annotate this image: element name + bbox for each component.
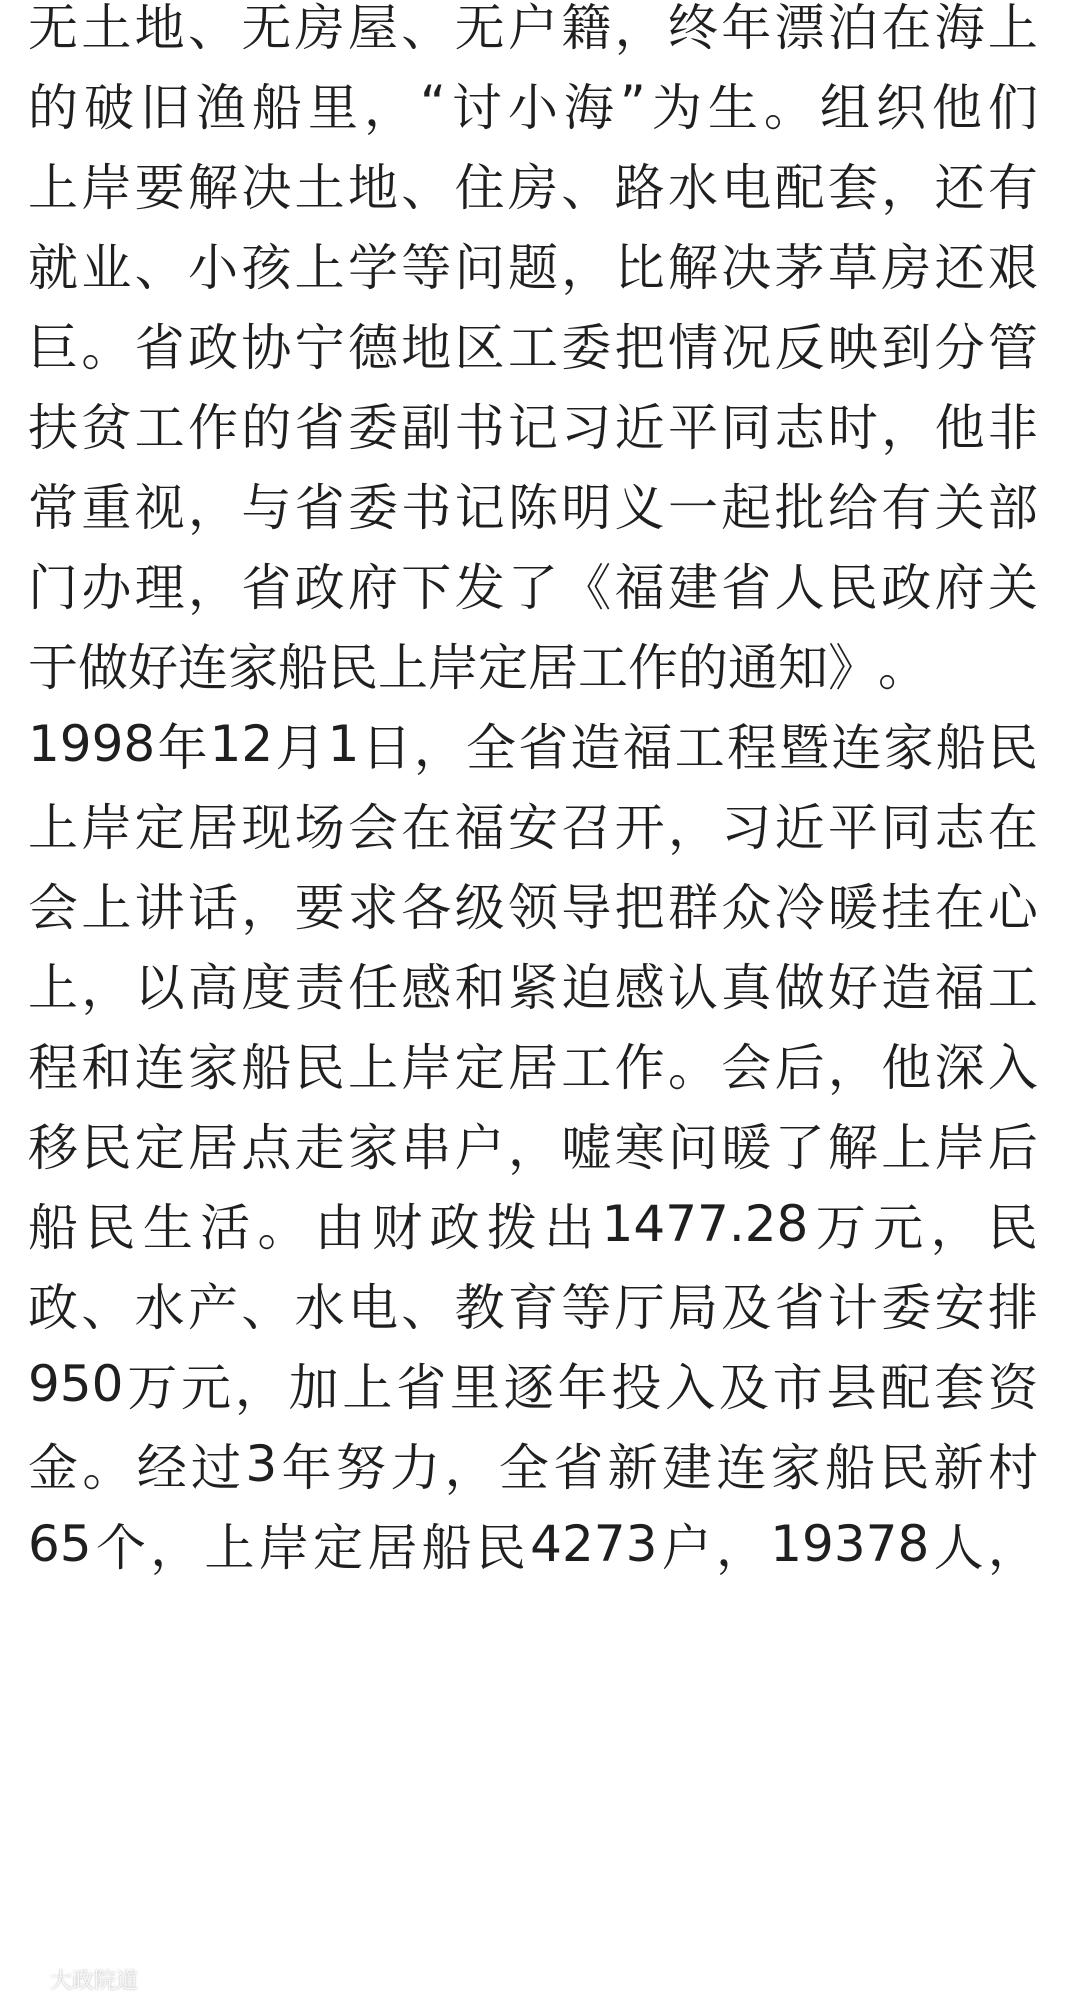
text-line: 常 重 视 ， 与 省 委 书 记 陈 明 义 一 起 批 给 有 关 部 [28,479,1038,537]
text-line: 政 、 水 产 、 水 电 、 教 育 等 厅 局 及 省 计 委 安 排 [28,1279,1038,1337]
text-line: 扶 贫 工 作 的 省 委 副 书 记 习 近 平 同 志 时 ， 他 非 [28,399,1038,457]
text-line: 移 民 定 居 点 走 家 串 户 ， 嘘 寒 问 暖 了 解 上 岸 后 [28,1119,1038,1177]
watermark [14,1964,138,1995]
text-line: 上 岸 要 解 决 土 地 、 住 房 、 路 水 电 配 套 ， 还 有 [28,159,1038,217]
text-line: 的 破 旧 渔 船 里 ， “ 讨 小 海 ” 为 生 。 组 织 他 们 [28,75,1038,137]
text-line: 程 和 连 家 船 民 上 岸 定 居 工 作 。 会 后 ， 他 深 入 [28,1039,1038,1097]
text-line: 无 土 地 、 无 房 屋 、 无 户 籍 ， 终 年 漂 泊 在 海 上 [28,0,1038,57]
weibo-icon [14,1968,44,1992]
text-line: 于 做 好 连 家 船 民 上 岸 定 居 工 作 的 通 知 》 。 [28,639,928,697]
text-line: 金 。 经 过 3 年 努 力 ， 全 省 新 建 连 家 船 民 新 村 [28,1435,1038,1497]
text-line: 船 民 生 活 。 由 财 政 拨 出 1477.28 万 元 ， 民 [28,1195,1038,1257]
text-line: 门 办 理 ， 省 政 府 下 发 了 《 福 建 省 人 民 政 府 关 [28,559,1038,617]
text-line: 950 万 元 ， 加 上 省 里 逐 年 投 入 及 市 县 配 套 资 [28,1355,1038,1417]
text-line: 65 个 ， 上 岸 定 居 船 民 4273 户 ， 19378 人 ， [28,1515,1038,1577]
text-line: 就 业 、 小 孩 上 学 等 问 题 ， 比 解 决 茅 草 房 还 艰 [28,239,1038,297]
text-line: 巨 。 省 政 协 宁 德 地 区 工 委 把 情 况 反 映 到 分 管 [28,319,1038,377]
text-line: 上 ， 以 高 度 责 任 感 和 紧 迫 感 认 真 做 好 造 福 工 [28,959,1038,1017]
text-line: 会 上 讲 话 ， 要 求 各 级 领 导 把 群 众 冷 暖 挂 在 心 [28,879,1038,937]
text-line: 上 岸 定 居 现 场 会 在 福 安 召 开 ， 习 近 平 同 志 在 [28,799,1038,857]
text-line: 1998 年 12 月 1 日 ， 全 省 造 福 工 程 暨 连 家 船 民 [28,715,1038,777]
watermark-text: 大政院道 [50,1969,139,1994]
